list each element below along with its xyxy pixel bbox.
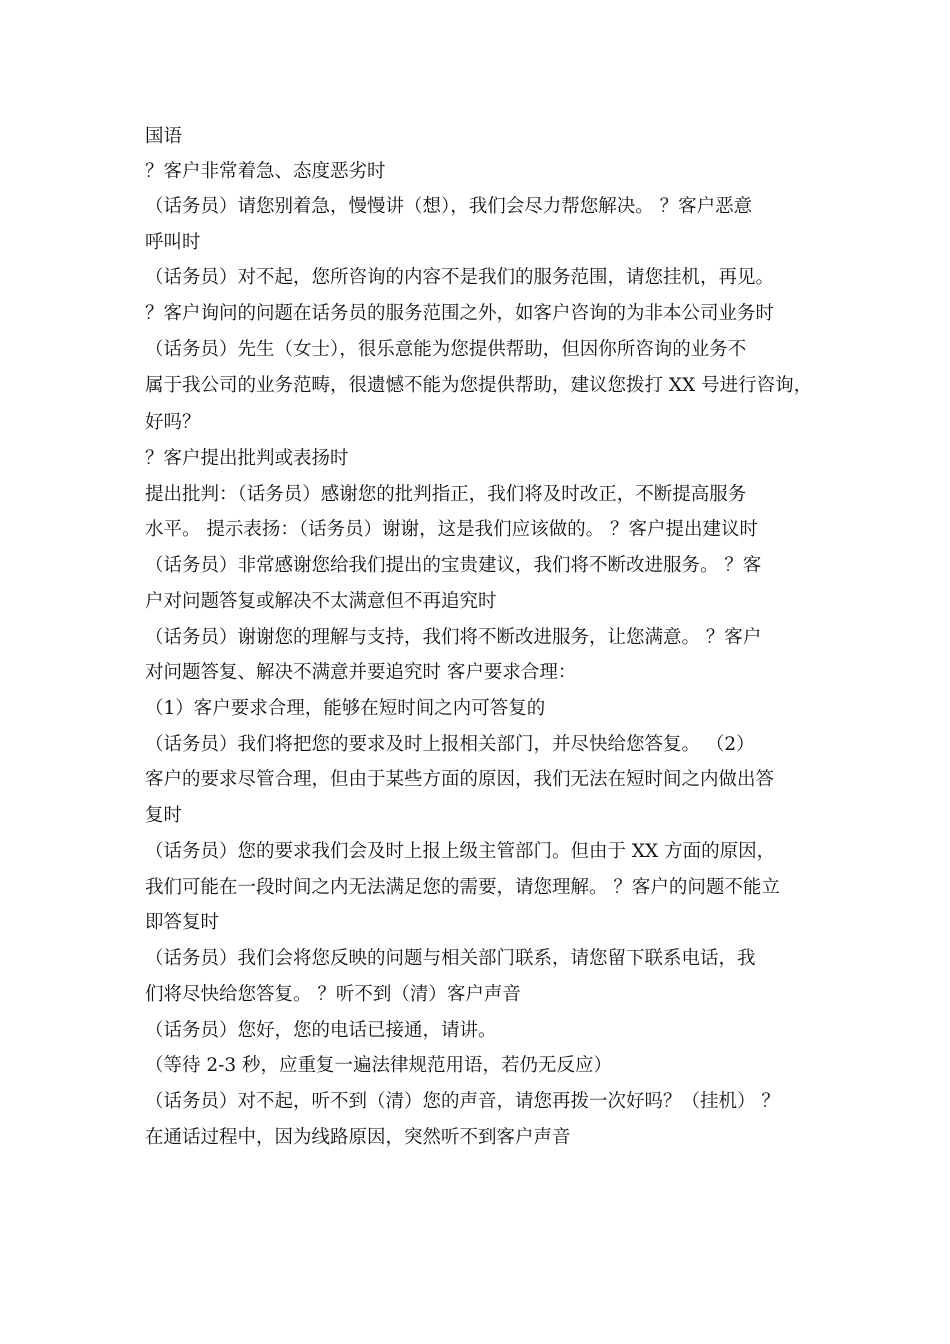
- text-line: （话务员）您好，您的电话已接通，请讲。: [145, 1020, 497, 1041]
- text-line: （话务员）请您别着急，慢慢讲（想），我们会尽力帮您解决。 ？客户恶意: [145, 196, 753, 217]
- text-line: （话务员）谢谢您的理解与支持，我们将不断改进服务，让您满意。 ？客户: [145, 627, 762, 648]
- text-line: 国语: [145, 126, 183, 147]
- text-line: 我们可能在一段时间之内无法满足您的需要，请您理解。 ？客户的问题不能立: [145, 877, 780, 898]
- text-line: 户对问题答复或解决不太满意但不再追究时: [145, 591, 497, 612]
- text-line: 属于我公司的业务范畴，很遗憾不能为您提供帮助，建议您拨打 XX 号进行咨询，: [145, 375, 813, 396]
- text-line: （1）客户要求合理，能够在短时间之内可答复的: [145, 698, 546, 719]
- text-line: 提出批判：（话务员）感谢您的批判指正，我们将及时改正，不断提高服务: [145, 484, 747, 505]
- text-line: ？客户提出批判或表扬时: [145, 448, 349, 469]
- text-line: ？客户询问的问题在话务员的服务范围之外，如客户咨询的为非本公司业务时: [145, 303, 775, 324]
- text-line: （话务员）对不起，听不到（清）您的声音，请您再拨一次好吗？（挂机） ？: [145, 1091, 780, 1112]
- text-line: 即答复时: [145, 912, 220, 933]
- text-line: （话务员）先生（女士），很乐意能为您提供帮助，但因你所咨询的业务不: [145, 339, 747, 360]
- text-line: 们将尽快给您答复。 ？听不到（清）客户声音: [145, 984, 521, 1005]
- text-line: （等待 2-3 秒，应重复一遍法律规范用语，若仍无反应）: [145, 1055, 613, 1076]
- text-line: 复时: [145, 805, 183, 826]
- text-line: （话务员）您的要求我们会及时上报上级主管部门。但由于 XX 方面的原因，: [145, 841, 776, 862]
- text-line: 水平。 提示表扬：（话务员）谢谢，这是我们应该做的。 ？客户提出建议时: [145, 519, 759, 540]
- text-line: （话务员）我们会将您反映的问题与相关部门联系，请您留下联系电话，我: [145, 948, 756, 969]
- text-line: （话务员）非常感谢您给我们提出的宝贵建议，我们将不断改进服务。 ？客: [145, 555, 762, 576]
- text-line: 客户的要求尽管合理，但由于某些方面的原因，我们无法在短时间之内做出答: [145, 769, 775, 790]
- text-line: 在通话过程中，因为线路原因，突然听不到客户声音: [145, 1127, 571, 1148]
- text-line: 对问题答复、解决不满意并要追究时 客户要求合理：: [145, 662, 577, 683]
- text-line: （话务员）对不起，您所咨询的内容不是我们的服务范围，请您挂机，再见。: [145, 267, 775, 288]
- text-line: 好吗？: [145, 412, 201, 433]
- text-line: （话务员）我们将把您的要求及时上报相关部门，并尽快给您答复。 （2）: [145, 734, 755, 755]
- text-line: ？客户非常着急、态度恶劣时: [145, 161, 386, 182]
- text-line: 呼叫时: [145, 232, 201, 253]
